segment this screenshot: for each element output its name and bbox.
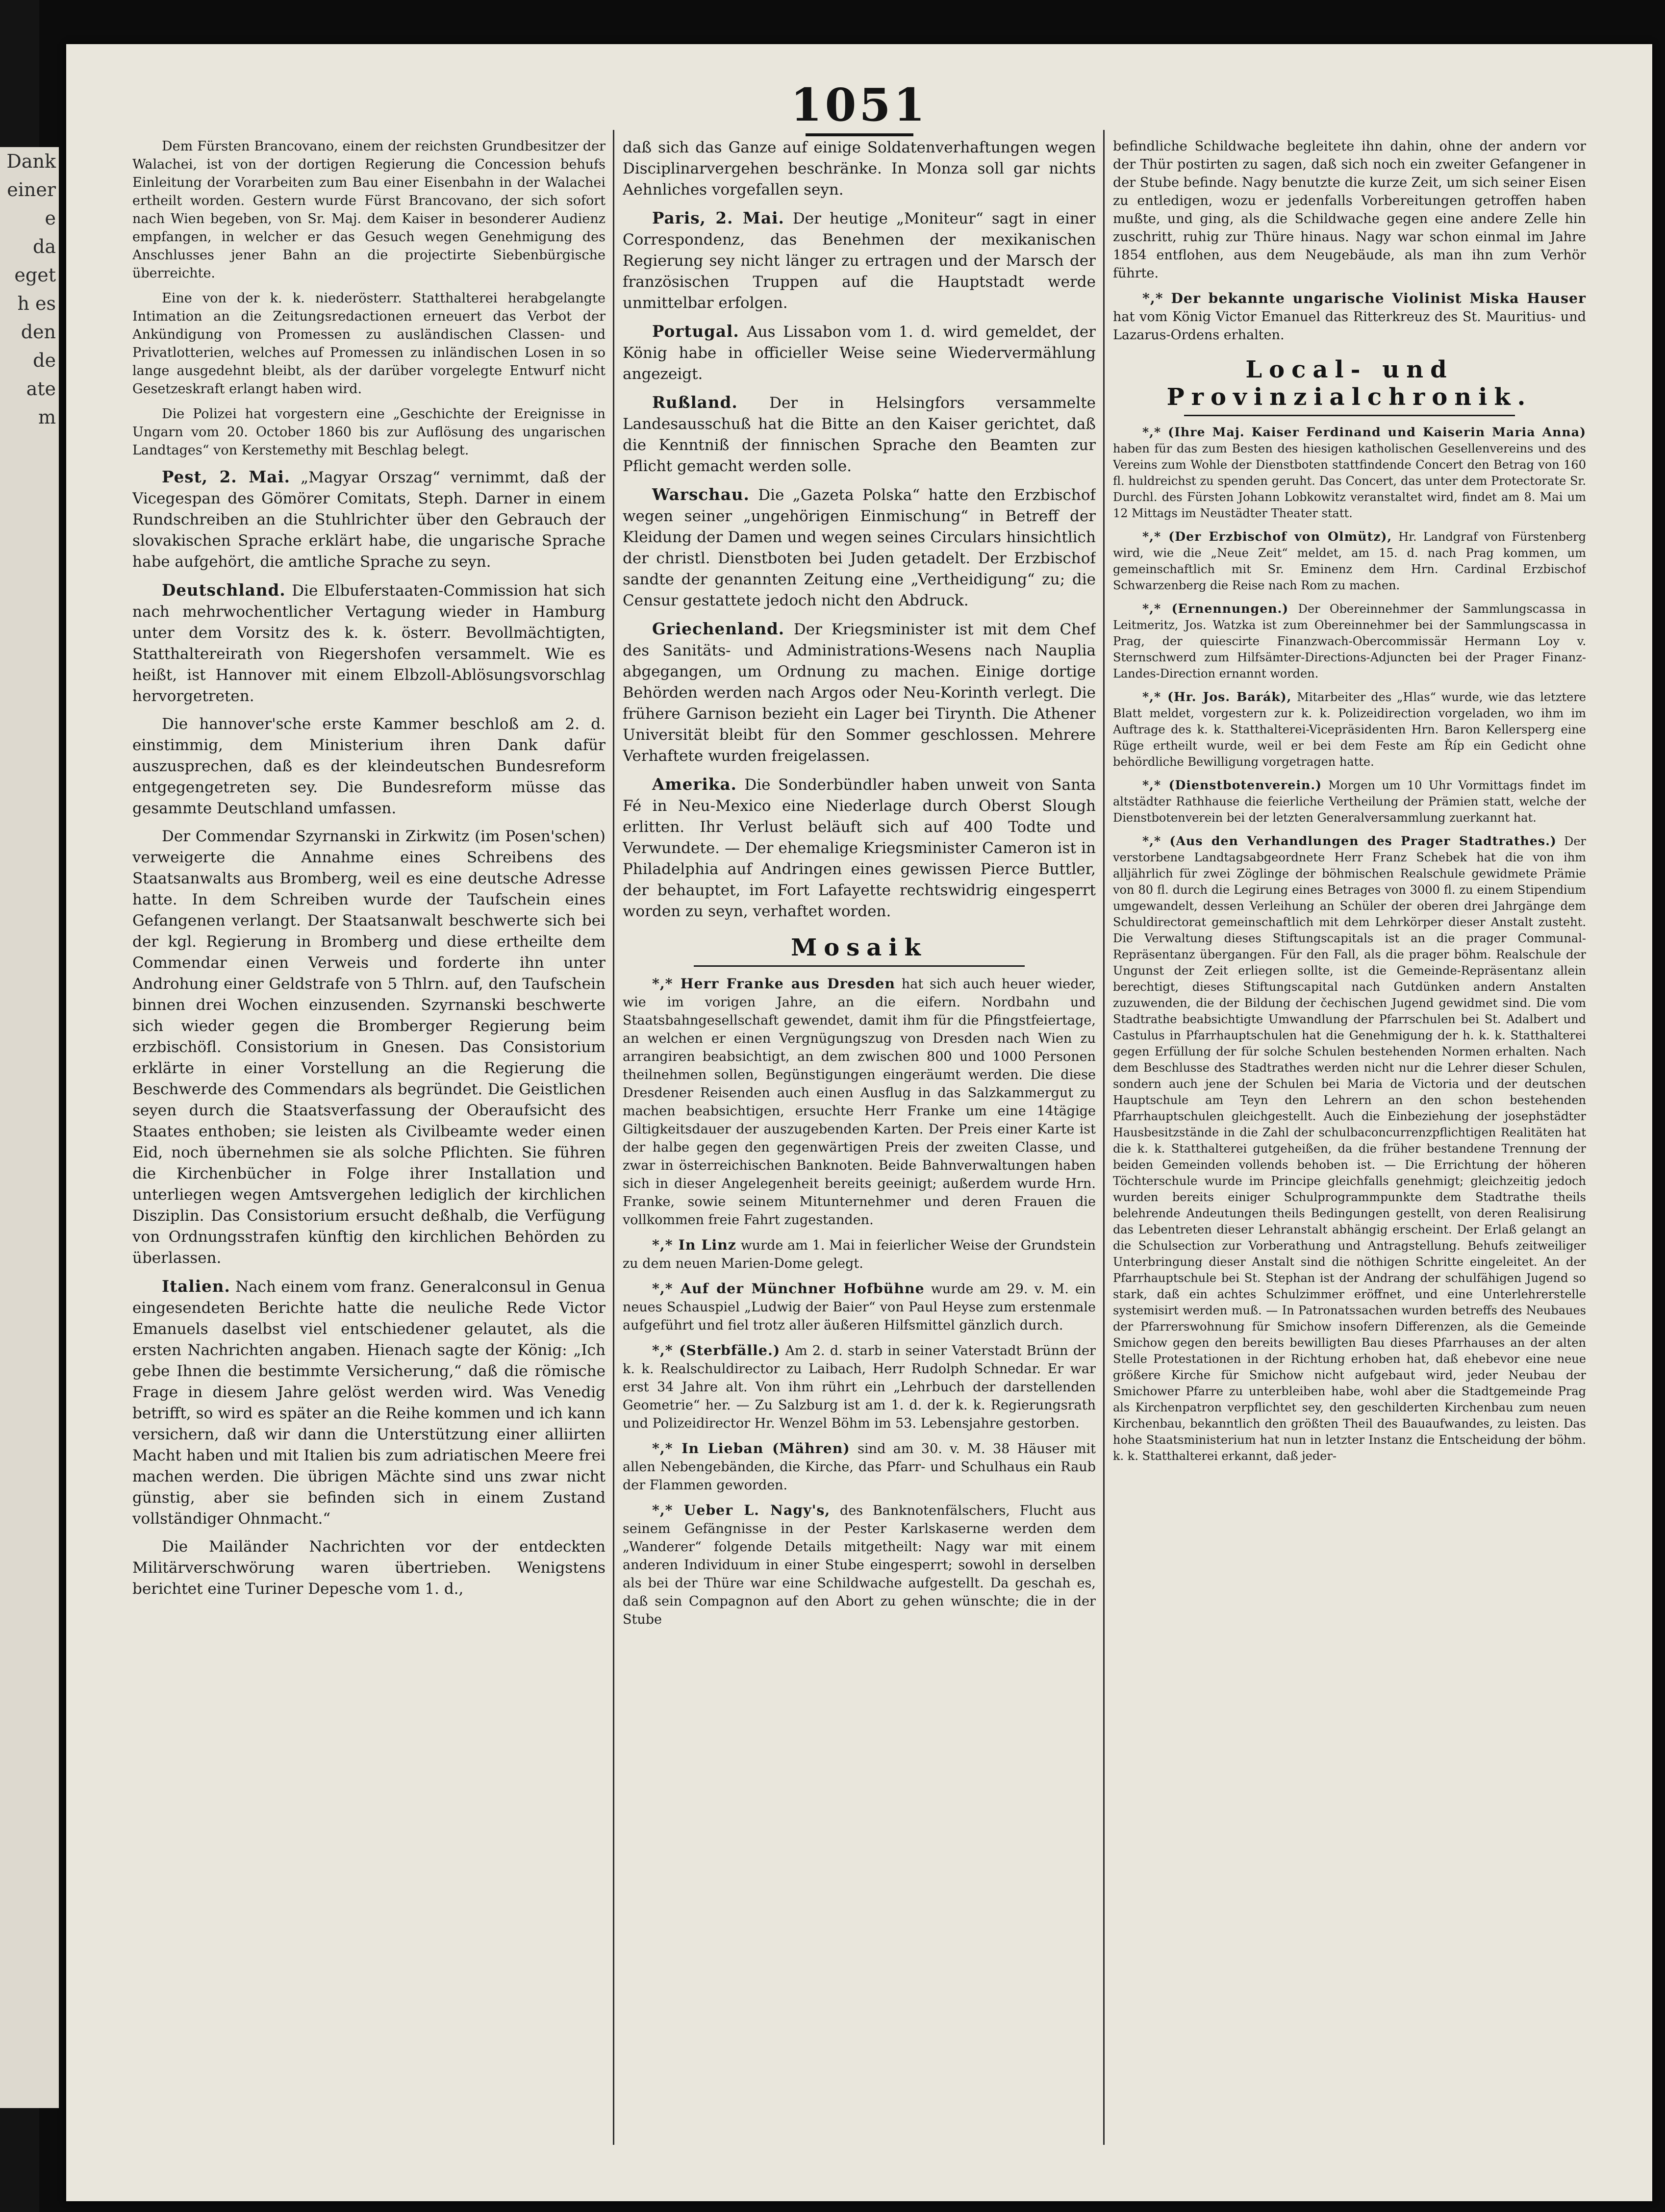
article-text: Eine von der k. k. niederösterr. Statthalterei herabgelangte Intimation an die Zeitungsredactionen erneuert das Verbot der Ankündigung von Promessen zu ausländischen Classen- und Privatlotterien, welches auf Promessen zu inländischen Losen in so lange ausgedehnt bleibt, als der darüber vorgelegte Entwurf nicht Gesetzeskraft erlangt haben wird. — [132, 291, 605, 397]
article-paragraph — [623, 484, 1096, 611]
article-lead: Pest, 2. Mai. — [162, 467, 291, 486]
article-paragraph — [132, 405, 605, 459]
article-paragraph — [623, 1501, 1096, 1629]
column-2 — [623, 137, 1096, 2147]
article-paragraph — [1113, 289, 1586, 344]
article-lead: Rußland. — [652, 393, 738, 412]
article-paragraph — [623, 975, 1096, 1229]
article-text: Mitarbeiter des „Hlas“ wurde, wie das letztere Blatt meldet, vorgestern zur k. k. Polizeidirection vorgeladen, wo ihm im Auftrage des k. k. Statthalterei-Vicepräsidenten Hrn. Baron Kellersperg eine Rüge ertheilt wurde, weil er bei dem Feste am Říp ein Gedicht ohne behördliche Bewilligung vorgetragen hatte. — [1113, 690, 1586, 769]
section-heading-local: Local- und Provinzialchronik. — [1113, 356, 1586, 416]
page-number: 1051 — [66, 78, 1652, 136]
article-paragraph — [623, 1439, 1096, 1494]
article-text: Nach einem vom franz. Generalconsul in Genua eingesendeten Berichte hatte die neuliche Rede Victor Emanuels daselbst viel entschiedener gelautet, als die ersten Nachrichten angaben. Hienach sagte der König: „Ich gebe Ihnen die bestimmte Versicherung,“ daß die römische Frage in diesem Jahre gelöst werden wird. Was Venedig betrifft, so wird es später an die Reihe kommen und ich kann versichern, daß wir dann die Unterstützung einer alliirten Macht haben und mit Italien bis zum adriatischen Meere frei machen werden. Die übrigen Mächte sind uns zwar nicht günstig, aber sie befinden sich in einem Zustand vollständiger Ohnmacht.“ — [132, 1278, 605, 1528]
article-lead: *,* (Dienstbotenverein.) — [1142, 778, 1322, 792]
article-paragraph — [132, 1536, 605, 1600]
previous-page-fragment: de — [33, 350, 56, 371]
article-text: Der in Helsingfors versammelte Landesausschuß hat die Bitte an den Kaiser gerichtet, daß die Kenntniß der finnischen Sprache den Beamten zur Pflicht gemacht werden solle. — [623, 394, 1096, 475]
column-1 — [132, 137, 605, 2147]
article-lead: *,* Ueber L. Nagy's, — [652, 1502, 831, 1518]
article-text: Der Kriegsminister ist mit dem Chef des Sanitäts- und Administrations-Wesens nach Nauplia abgegangen, um Ordnung zu machen. Einige dortige Behörden werden nach Argos oder Neu-Korinth verlegt. Die frühere Garnison bezieht ein Lager bei Tirynth. Die Athener Universität bleibt für den Sommer geschlossen. Mehrere Verhaftete wurden freigelassen. — [623, 621, 1096, 765]
article-lead: *,* In Linz — [652, 1236, 736, 1253]
article-text: Aus Lissabon vom 1. d. wird gemeldet, der König habe in officieller Weise seine Wiedervermählung angezeigt. — [623, 323, 1096, 383]
article-paragraph — [623, 1341, 1096, 1433]
article-paragraph — [1113, 137, 1586, 282]
article-lead: Warschau. — [652, 485, 750, 504]
article-text: Die Elbuferstaaten-Commission hat sich nach mehrwochentlicher Vertagung wieder in Hamburg unter dem Vorsitz des k. k. österr. Bevollmächtigten, Statthaltereirath von Riegershofen versammelt. Wie es heißt, ist Hannover mit einem Elbzoll-Ablösungsvorschlag hervorgetreten. — [132, 582, 605, 705]
article-text: Die hannover'sche erste Kammer beschloß am 2. d. einstimmig, dem Ministerium ihren Dank dafür auszusprechen, daß es der kleindeutschen Bundesreform entgegengetreten sey. Die Bundesreform müsse das gesammte Deutschland umfassen. — [132, 715, 605, 817]
previous-page-fragment: den — [21, 321, 56, 343]
article-text: sind am 30. v. M. 38 Häuser mit allen Nebengebänden, die Kirche, das Pfarr- und Schulhaus ein Raub der Flammen geworden. — [623, 1441, 1096, 1493]
newspaper-page — [66, 44, 1652, 2201]
previous-page-fragment: einer — [7, 179, 56, 201]
article-paragraph — [623, 207, 1096, 314]
column-3 — [1113, 137, 1586, 2147]
article-paragraph — [623, 137, 1096, 201]
previous-page-fragment: e — [45, 207, 56, 229]
article-text: „Magyar Orszag“ vernimmt, daß der Vicegespan des Gömörer Comitats, Steph. Darner in einem Rundschreiben an die Stuhlrichter über den Gebrauch der slovakischen Sprache erklärt habe, die ungarische Sprache habe aufgehört, die amtliche Sprache zu seyn. — [132, 469, 605, 571]
article-text: Der verstorbene Landtagsabgeordnete Herr Franz Schebek hat die von ihm alljährlich für zwei Zöglinge der böhmischen Realschule gewidmete Prämie von 80 fl. durch die Legirung eines Betrages von 3000 fl. zu einem Stipendium umgewandelt, dessen Verleihung an Schüler der oberen drei Jahrgänge dem Schuldirectorat gemeinschaftlich mit dem Lehrkörper dieser Anstalt zusteht. Die Verwaltung dieses Stiftungscapitals ist an die prager Communal-Repräsentanz übergangen. Für den Fall, als die prager böhm. Realschule der Ungunst der Zeit erliegen sollte, ist die Gemeinde-Repräsentanz allein berechtigt, dieses Stiftungscapital nach Gutdünken andern Anstalten zuzuwenden, die der Bildung der čechischen Jugend gewidmet sind. Die vom Stadtrathe beabsichtigte Umwandlung der Pfarrschulen bei St. Adalbert und Castulus in Pfarrhauptschulen hat die Genehmigung der h. k. k. Statthalterei gegen Erfüllung der für solche Schulen bestehenden Normen erhalten. Nach dem Beschlusse des Stadtrathes werden nicht nur die Lehrer dieser Schulen, sondern auch jene der Schulen bei Maria de Victoria und der deutschen Hauptschule am Teyn den Lehrern an den schon bestehenden Pfarrhauptschulen gleichgestellt. Auch die Einbeziehung der josephstädter Hausbesitzstände in die Zahl der schulbaconcurrenzpflichtigen Realitäten hat die k. k. Statthalterei gutgeheißen, da die früher bestandene Trennung der beiden Gemeinden vollends behoben ist. — Die Errichtung der höheren Töchterschule wurde im Principe gleichfalls genehmigt; gleichzeitig jedoch wurden bereits einiger Schulprogrammpunkte dem Stadtrathe theils belehrende Andeutungen theils Bedingungen gestellt, von deren Realisirung das Lebentreten dieser Lehranstalt abhängig erscheint. Der Erlaß gelangt an die Schulsection zur Vorberathung und Antragstellung. Behufs zeitweiliger Unterbringung dieser Anstalt sind die nöthigen Schritte eingeleitet. An der Pfarrhauptschule bei St. Stephan ist der Andrang der schulfähigen Jugend so stark, daß ein achtes Schulzimmer eröffnet, und eine Unterlehrerstelle systemisirt werden muß. — In Patronatssachen wurden betreffs des Neubaues der Pfarrerswohnung für Smichow insofern Differenzen, als die Gemeinde Smichow gegen den bereits bewilligten Bau dieses Pfarrhauses an der alten Stelle Protestationen in der Richtung erhoben hat, daß ehebevor eine neue größere Kirche für Smichow nicht aufgebaut wird, jeder Neubau der Smichower Pfarre zu unterbleiben habe, wohl aber die Stadtgemeinde Prag als Kirchenpatron verpflichtet sey, den geschilderten Kirchenbau zum neuen Kirchenbau, bekanntlich den größten Theil des Bauaufwandes, zu leisten. Das hohe Staatsministerium hat nun in letzter Instanz die Entscheidung der böhm. k. k. Statthalterei erkannt, daß jeder- — [1113, 834, 1586, 1463]
article-lead: *,* (Der Erzbischof von Olmütz), — [1142, 529, 1392, 544]
article-paragraph — [132, 714, 605, 819]
article-paragraph — [623, 618, 1096, 767]
article-paragraph — [623, 774, 1096, 922]
article-text: Am 2. d. starb in seiner Vaterstadt Brünn der k. k. Realschuldirector zu Laibach, Herr Rudolph Schnedar. Er war erst 34 Jahre alt. Von ihm rührt ein „Lehrbuch der darstellenden Geometrie“ her. — Zu Salzburg ist am 1. d. der k. k. Regierungsrath und Polizeidirector Hr. Wenzel Böhm im 53. Lebensjahre gestorben. — [623, 1343, 1096, 1431]
article-lead: *,* (Ernennungen.) — [1142, 601, 1289, 616]
article-paragraph — [132, 1276, 605, 1530]
article-paragraph — [132, 466, 605, 573]
article-text: Die Polizei hat vorgestern eine „Geschichte der Ereignisse in Ungarn vom 20. October 1860 bis zur Auflösung des ungarischen Landtages“ von Kerstemethy mit Beschlag belegt. — [132, 406, 605, 458]
article-lead: Portugal. — [652, 322, 739, 341]
article-lead: *,* (Ihre Maj. Kaiser Ferdinand und Kaiserin Maria Anna) — [1142, 425, 1586, 439]
previous-page-fragment: da — [33, 236, 56, 257]
article-paragraph — [132, 826, 605, 1269]
article-lead: Italien. — [162, 1277, 230, 1296]
article-paragraph — [132, 579, 605, 707]
article-paragraph — [623, 1236, 1096, 1273]
article-text: Der heutige „Moniteur“ sagt in einer Correspondenz, das Benehmen der mexikanischen Regierung sey nicht länger zu ertragen und der Marsch der französischen Truppen auf die Hauptstadt werde unmittelbar erfolgen. — [623, 210, 1096, 312]
article-paragraph — [623, 392, 1096, 477]
article-paragraph — [132, 137, 605, 282]
article-paragraph — [132, 289, 605, 398]
article-lead: *,* (Hr. Jos. Barák), — [1142, 689, 1292, 704]
article-text: hat vom König Victor Emanuel das Ritterkreuz des St. Mauritius- und Lazarus-Ordens erhalten. — [1113, 309, 1586, 343]
previous-page-fragment: eget — [14, 264, 56, 286]
article-text: Hr. Landgraf von Fürstenberg wird, wie die „Neue Zeit“ meldet, am 15. d. nach Prag kommen, um gemeinschaftlich mit Sr. Eminenz dem Hrn. Cardinal Erzbischof Schwarzenberg die Reise nach Rom zu machen. — [1113, 530, 1586, 592]
article-text: Die „Gazeta Polska“ hatte den Erzbischof wegen seiner „ungehörigen Einmischung“ in Betreff der Kleidung der Damen und wegen seines Circulars hinsichtlich der christl. Dienstboten bei Juden getadelt. Der Erzbischof sandte der genannten Zeitung eine „Vertheidigung“ zu; die Censur gestattete jedoch nicht den Abdruck. — [623, 486, 1096, 609]
previous-page-edge — [0, 147, 59, 2108]
previous-page-fragment: h es — [17, 293, 56, 314]
article-paragraph — [1113, 424, 1586, 522]
article-lead: *,* (Sterbfälle.) — [652, 1342, 781, 1358]
article-paragraph — [1113, 689, 1586, 770]
article-text: wurde am 1. Mai in feierlicher Weise der Grundstein zu dem neuen Marien-Dome gelegt. — [623, 1238, 1096, 1271]
article-paragraph — [1113, 833, 1586, 1464]
article-lead: *,* Auf der Münchner Hofbühne — [652, 1280, 925, 1297]
article-text: Morgen um 10 Uhr Vormittags findet im altstädter Rathhause die feierliche Vertheilung der Prämien statt, welche der Dienstbotenverein bei der letzten Generalversammlung zuerkannt hat. — [1113, 779, 1586, 825]
article-text: Der Commendar Szyrnanski in Zirkwitz (im Posen'schen) verweigerte die Annahme eines Schreibens des Staatsanwalts aus Bromberg, weil es eine deutsche Adresse hatte. In dem Schreiben wurde der Taufschein eines Gefangenen verlangt. Der Staatsanwalt beschwerte sich bei der kgl. Regierung in Bromberg und diese ertheilte dem Commendar einen Verweis und forderte ihn unter Androhung einer Geldstrafe von 5 Thlrn. auf, den Taufschein binnen drei Wochen einzusenden. Szyrnanski beschwerte sich wieder gegen die Bromberger Regierung beim erzbischöfl. Consistorium in Gnesen. Das Consistorium erklärte in einer Vorstellung an die Regierung die Beschwerde des Commendars als begründet. Die Geistlichen seyen durch die Staatsverfassung der Oberaufsicht des Staates enthoben; sie leisten als Civilbeamte weder einen Eid, noch übernehmen sie als solche Pflichten. Sie führen die Kirchenbücher in Folge ihrer Installation und unterliegen wegen Amtsvergehen lediglich der kirchlichen Disziplin. Das Consistorium ersucht deßhalb, die Verfügung von Ordnungsstrafen künftig den kirchlichen Behörden zu überlassen. — [132, 828, 605, 1267]
article-lead: Amerika. — [652, 775, 737, 794]
article-text: Die Mailänder Nachrichten vor der entdeckten Militärverschwörung waren übertrieben. Wenigstens berichtet eine Turiner Depesche vom 1. d., — [132, 1538, 605, 1598]
column-rule — [613, 130, 614, 2145]
article-text: daß sich das Ganze auf einige Soldatenverhaftungen wegen Disciplinarvergehen beschränke. In Monza soll gar nichts Aehnliches vorgefallen seyn. — [623, 139, 1096, 199]
previous-page-fragment: Dank — [6, 151, 56, 172]
article-text: befindliche Schildwache begleitete ihn dahin, ohne der andern vor der Thür postirten zu sagen, daß sich noch ein zweiter Gefangener in der Stube befinde. Nagy benutzte die kurze Zeit, um sich seiner Eisen zu entledigen, wozu er jedenfalls Vorbereitungen getroffen haben mußte, und ging, als die Schildwache gegen eine andere Zelle hin zuschritt, ruhig zur Thüre hinaus. Nagy war schon einmal im Jahre 1854 entflohen, aus dem Neugebäude, als man ihn zum Verhör führte. — [1113, 139, 1586, 281]
article-paragraph — [1113, 601, 1586, 682]
article-lead: *,* (Aus den Verhandlungen des Prager Stadtrathes.) — [1142, 833, 1557, 848]
previous-page-fragment: ate — [26, 378, 56, 400]
column-rule — [1103, 130, 1105, 2145]
article-lead: *,* Der bekannte ungarische Violinist Miska Hauser — [1142, 290, 1586, 306]
article-text: Der Obereinnehmer der Sammlungscassa in Leitmeritz, Jos. Watzka ist zum Obereinnehmer bei der Sammlungscassa in Prag, der quiescirte Finanzwach-Obercommissär Hermann Loy v. Sternschwerd zum Hilfsämter-Directions-Adjuncten bei der Prager Finanz-Landes-Direction ernannt worden. — [1113, 602, 1586, 680]
article-lead: Griechenland. — [652, 619, 785, 638]
article-text: des Banknotenfälschers, Flucht aus seinem Gefängnisse in der Pester Karlskaserne werden dem „Wanderer“ folgende Details mitgetheilt: Nagy war mit einem anderen Individuum in einer Stube eingesperrt; sowohl in derselben als bei der Thüre war eine Schildwache aufgestellt. Da geschah es, daß sein Compagnon auf den Abort zu gehen wünschte; die in der Stube — [623, 1503, 1096, 1627]
article-lead: *,* In Lieban (Mähren) — [652, 1440, 850, 1457]
article-lead: *,* Herr Franke aus Dresden — [652, 975, 896, 992]
article-text: Die Sonderbündler haben unweit von Santa Fé in Neu-Mexico eine Niederlage durch Oberst Slough erlitten. Ihr Verlust beläuft sich auf 400 Todte und Verwundete. — Der ehemalige Kriegsminister Cameron ist in Philadelphia auf Andringen eines gewissen Pierce Buttler, der behauptet, im Fort Lafayette rechtswidrig eingesperrt worden zu seyn, verhaftet worden. — [623, 776, 1096, 920]
article-text: haben für das zum Besten des hiesigen katholischen Gesellenvereins und des Vereins zum Wohle der Dienstboten stattfindende Concert den Betrag von 160 fl. huldreichst zu spenden geruht. Das Concert, das unter dem Protectorate Sr. Durchl. des Fürsten Johann Lobkowitz veranstaltet wird, findet am 8. Mai um 12 Mittags im Neustädter Theater statt. — [1113, 442, 1586, 520]
article-text: hat sich auch heuer wieder, wie im vorigen Jahre, an die eifern. Nordbahn und Staatsbahngesellschaft gewendet, damit ihm für die Pfingstfeiertage, an welchen er einen Vergnügungszug von Dresden nach Wien zu arrangiren beabsichtigt, an dem zwischen 800 und 1000 Personen theilnehmen sollen, Begünstigungen eingeräumt werden. Die diese Dresdener Reisenden auch einen Ausflug in das Salzkammergut zu machen beabsichtigen, ersuchte Herr Franke um eine 14tägige Giltigkeitsdauer der auszugebenden Karten. Der Preis einer Karte ist der halbe gegen den gegenwärtigen Preis der zweiten Classe, und zwar in österreichischen Banknoten. Beide Bahnverwaltungen haben sich in dieser Angelegenheit bereits geeinigt; außerdem wurde Hrn. Franke, sowie seinem Mitunternehmer und deren Frauen die vollkommen freie Fahrt zugestanden. — [623, 977, 1096, 1228]
article-text: wurde am 29. v. M. ein neues Schauspiel „Ludwig der Baier“ von Paul Heyse zum erstenmale aufgeführt und fiel trotz aller äußeren Hilfsmittel gänzlich durch. — [623, 1282, 1096, 1333]
article-paragraph — [623, 1280, 1096, 1334]
article-lead: Paris, 2. Mai. — [652, 208, 784, 227]
article-paragraph — [1113, 777, 1586, 826]
article-paragraph — [623, 321, 1096, 385]
article-paragraph — [1113, 528, 1586, 594]
article-text: Dem Fürsten Brancovano, einem der reichsten Grundbesitzer der Walachei, ist von der dortigen Regierung die Concession behufs Einleitung der Vorarbeiten zum Bau einer Eisenbahn in der Walachei ertheilt worden. Gestern wurde Fürst Brancovano, der sich sofort nach Wien begeben, von Sr. Maj. dem Kaiser in besonderer Audienz empfangen, in welcher er das Gesuch wegen Genehmigung des Anschlusses jener Bahn an die projectirte Siebenbürgische überreichte. — [132, 139, 605, 281]
section-heading-mosaik: Mosaik — [623, 934, 1096, 967]
previous-page-fragment: m — [38, 406, 56, 428]
article-lead: Deutschland. — [162, 580, 286, 600]
